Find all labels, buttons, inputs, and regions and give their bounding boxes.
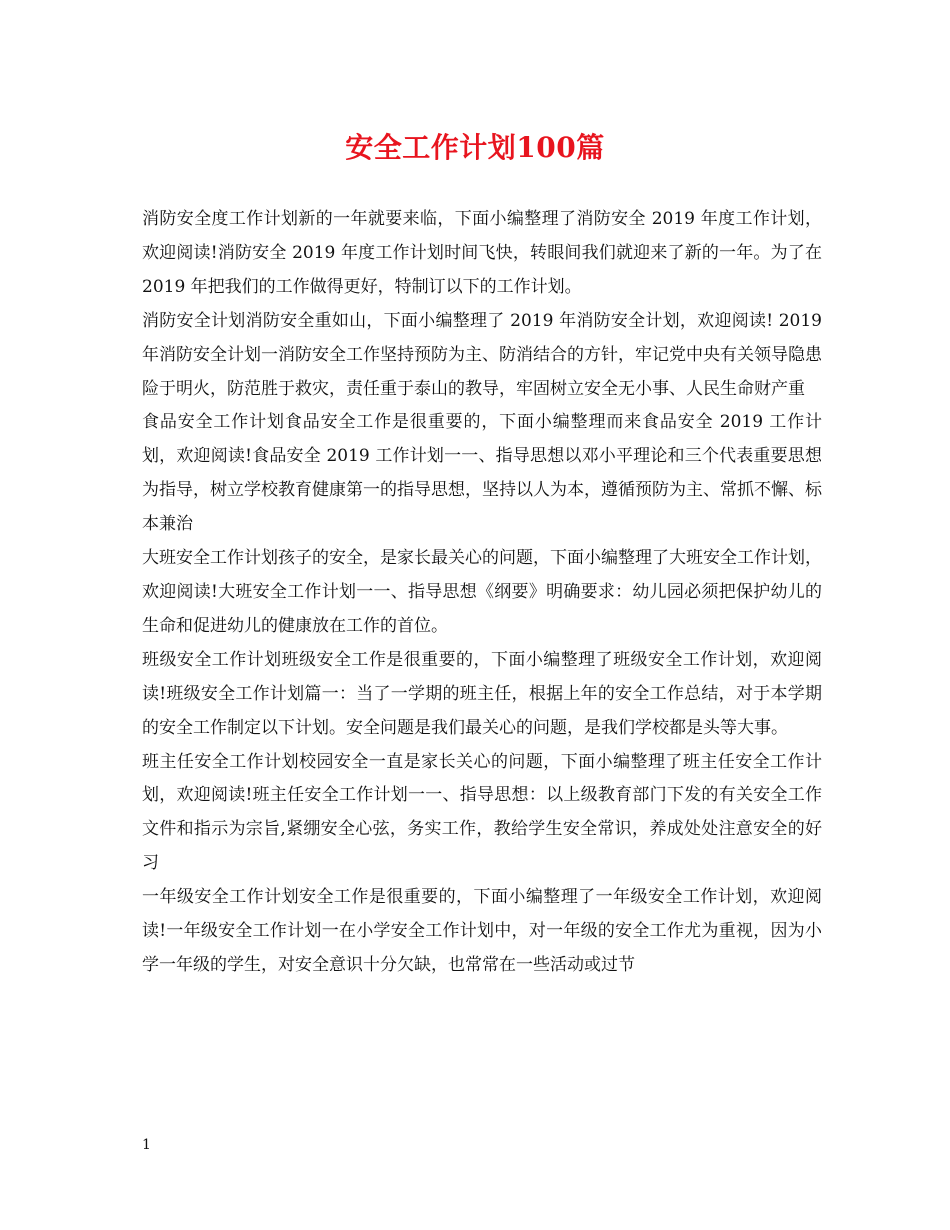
paragraph-head-teacher-safety-plan: 班主任安全工作计划校园安全一直是家长关心的问题，下面小编整理了班主任安全工作计划，欢迎阅读!班主任安全工作计划一一、指导思想：以上级教育部门下发的有关安全工作文件和指示为宗旨,紧绷安全心弦，务实工作，教给学生安全常识，养成处处注意安全的好习	[142, 751, 822, 874]
document-title: 安全工作计划100篇	[345, 131, 605, 164]
paragraph-class-safety-plan: 班级安全工作计划班级安全工作是很重要的，下面小编整理了班级安全工作计划，欢迎阅读!班级安全工作计划篇一：当了一学期的班主任，根据上年的安全工作总结，对于本学期的安全工作制定以下计划。安全问题是我们最关心的问题，是我们学校都是头等大事。	[142, 649, 822, 738]
paragraph-fire-safety-annual-plan: 消防安全度工作计划新的一年就要来临，下面小编整理了消防安全 2019 年度工作计划，欢迎阅读!消防安全 2019 年度工作计划时间飞快，转眼间我们就迎来了新的一年。为了在 2019 年把我们的工作做得更好，特制订以下的工作计划。	[142, 209, 822, 297]
document-body	[142, 203, 822, 983]
page-number: 1	[142, 1137, 151, 1153]
paragraph-food-safety-plan: 食品安全工作计划食品安全工作是很重要的，下面小编整理而来食品安全 2019 工作计划，欢迎阅读!食品安全 2019 工作计划一一、指导思想以邓小平理论和三个代表重要思想为指导，树立学校教育健康第一的指导思想，坚持以人为本，遵循预防为主、常抓不懈、标本兼治	[142, 412, 822, 535]
paragraph-fire-safety-plan: 消防安全计划消防安全重如山，下面小编整理了 2019 年消防安全计划，欢迎阅读! 2019 年消防安全计划一消防安全工作坚持预防为主、防消结合的方针，牢记党中央有关领导隐患险于明火，防范胜于救灾，责任重于泰山的教导，牢固树立安全无小事、人民生命财产重	[142, 310, 822, 399]
paragraph-senior-class-safety-plan: 大班安全工作计划孩子的安全，是家长最关心的问题，下面小编整理了大班安全工作计划，欢迎阅读!大班安全工作计划一一、指导思想《纲要》明确要求：幼儿园必须把保护幼儿的生命和促进幼儿的健康放在工作的首位。	[142, 548, 822, 636]
paragraph-grade-one-safety-plan: 一年级安全工作计划安全工作是很重要的，下面小编整理了一年级安全工作计划，欢迎阅读!一年级安全工作计划一在小学安全工作计划中，对一年级的安全工作尤为重视，因为小学一年级的学生，对安全意识十分欠缺，也常常在一些活动或过节	[142, 887, 822, 975]
